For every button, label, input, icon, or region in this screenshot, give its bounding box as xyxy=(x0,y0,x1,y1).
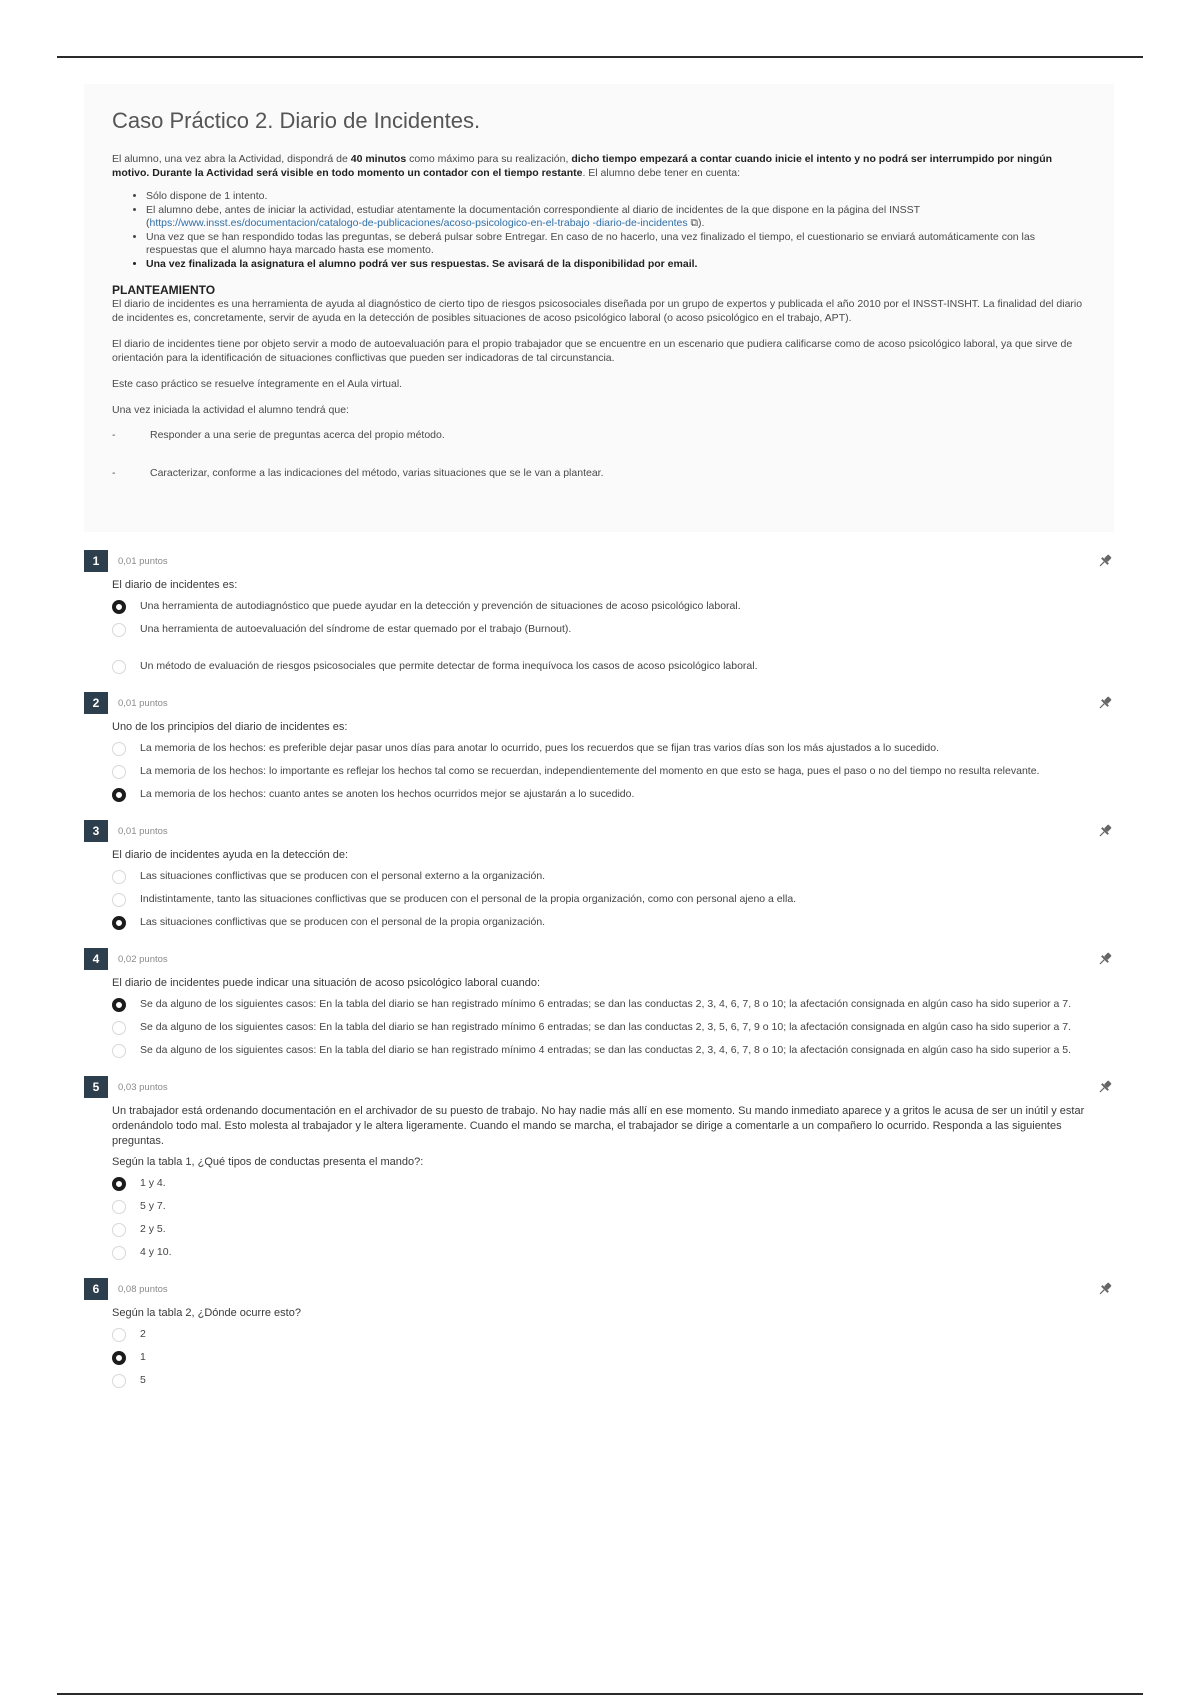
rules-list xyxy=(112,190,1086,271)
radio-icon[interactable] xyxy=(112,1246,126,1260)
answer-label: Indistintamente, tanto las situaciones conflictivas que se producen con el personal de la propia organización, como con personal ajeno a ella. xyxy=(140,893,797,905)
question-text: Según la tabla 2, ¿Dónde ocurre esto? xyxy=(112,1307,301,1319)
radio-icon[interactable] xyxy=(112,1200,126,1214)
pin-icon[interactable] xyxy=(1096,822,1114,840)
question-text: El diario de incidentes ayuda en la detección de: xyxy=(112,849,349,861)
answer-option[interactable] xyxy=(112,1176,1114,1191)
rule-item: • El alumno debe, antes de iniciar la actividad, estudiar atentamente la documentación correspondiente al diario de incidentes de la que dispone en la página del INSST (https://www.insst.es/documentacion/catalogo-de-publicaciones/acoso-psicologico-en-el-trabajo -diario-de-incidentes ⧉). xyxy=(146,204,1086,230)
answer-label: 2 xyxy=(140,1328,146,1340)
question-text: El diario de incidentes es: xyxy=(112,579,238,591)
answer-label: La memoria de los hechos: cuanto antes se anoten los hechos ocurridos mejor se ajustarán a lo sucedido. xyxy=(140,788,635,800)
answer-label: 5 xyxy=(140,1374,146,1386)
answer-label: 2 y 5. xyxy=(140,1223,166,1235)
answer-label: Una herramienta de autodiagnóstico que puede ayudar en la detección y prevención de situaciones de acoso psicológico laboral. xyxy=(140,600,741,612)
question-points: 0,03 puntos xyxy=(118,1081,168,1093)
answer-option[interactable] xyxy=(112,764,1114,779)
question-5 xyxy=(84,1076,1114,1260)
external-link-icon: ⧉ xyxy=(690,217,699,229)
question-subtext: Según la tabla 1, ¿Qué tipos de conductas presenta el mando?: xyxy=(112,1156,424,1168)
answer-option[interactable] xyxy=(112,1222,1114,1237)
answer-label: Se da alguno de los siguientes casos: En la tabla del diario se han registrado mínimo 4 entradas; se dan las conductas 2, 3, 4, 6, 7, 8 o 10; la afectación consignada en algún caso ha sido superior a 5. xyxy=(140,1044,1072,1056)
answer-label: Una herramienta de autoevaluación del síndrome de estar quemado por el trabajo (Burnout). xyxy=(140,623,572,635)
instructions-panel xyxy=(84,84,1114,532)
rule-item: • Una vez finalizada la asignatura el alumno podrá ver sus respuestas. Se avisará de la disponibilidad por email. xyxy=(146,258,1086,271)
top-divider xyxy=(57,56,1143,58)
question-header xyxy=(84,948,1114,970)
radio-icon[interactable] xyxy=(112,765,126,779)
rule-item: • Una vez que se han respondido todas las preguntas, se deberá pulsar sobre Entregar. En caso de no hacerlo, una vez finalizado el tiempo, el cuestionario se enviará automáticamente con las respuestas que el alumno haya marcado hasta ese momento. xyxy=(146,231,1086,257)
radio-icon[interactable] xyxy=(112,742,126,756)
question-header xyxy=(84,1278,1114,1300)
radio-icon[interactable] xyxy=(112,600,126,614)
answer-label: La memoria de los hechos: es preferible dejar pasar unos días para anotar lo ocurrido, pues los recuerdos que se fijan tras varios días son los más ajustados a lo sucedido. xyxy=(140,742,940,754)
question-number: 5 xyxy=(84,1076,108,1098)
answer-option[interactable] xyxy=(112,1373,1114,1388)
answer-label: Se da alguno de los siguientes casos: En la tabla del diario se han registrado mínimo 6 entradas; se dan las conductas 2, 3, 5, 6, 7, 9 o 10; la afectación consignada en algún caso ha sido superior a 7. xyxy=(140,1021,1072,1033)
question-6 xyxy=(84,1278,1114,1388)
rule-item: • Sólo dispone de 1 intento. xyxy=(146,190,1086,203)
question-number: 1 xyxy=(84,550,108,572)
answer-option[interactable] xyxy=(112,599,1114,614)
pin-icon[interactable] xyxy=(1096,1078,1114,1096)
dash-item: - Caracterizar, conforme a las indicaciones del método, varias situaciones que se le van a plantear. xyxy=(112,467,604,479)
radio-icon[interactable] xyxy=(112,893,126,907)
answer-label: 1 xyxy=(140,1351,146,1363)
radio-icon[interactable] xyxy=(112,788,126,802)
radio-icon[interactable] xyxy=(112,1177,126,1191)
answer-label: Las situaciones conflictivas que se producen con el personal de la propia organización. xyxy=(140,916,546,928)
answer-option[interactable] xyxy=(112,622,1114,637)
answer-option[interactable] xyxy=(112,741,1114,756)
answer-option[interactable] xyxy=(112,1350,1114,1365)
question-4 xyxy=(84,948,1114,1058)
question-text: Un trabajador está ordenando documentación en el archivador de su puesto de trabajo. No hay nadie más allí en ese momento. Su mando inmediato aparece y a gritos le acusa de ser un inútil y estar ordenándolo todo mal. Esto molesta al trabajador y le altera ligeramente. Cuando el mando se marcha, el trabajador se dirige a comentarle a un compañero lo ocurrido. Responda a las siguientes preguntas. xyxy=(112,1105,1085,1147)
paragraph: El diario de incidentes tiene por objeto servir a modo de autoevaluación para el propio trabajador que se encuentre en un escenario que pudiera calificarse como de acoso psicológico laboral, ya que sirve de orientación para la identificación de situaciones conflictivas que pueden ser indicadoras de tal circunstancia. xyxy=(112,338,1073,364)
intro-text: El alumno, una vez abra la Actividad, dispondrá de 40 minutos como máximo para su realización, dicho tiempo empezará a contar cuando inicie el intento y no podrá ser interrumpido por ningún motivo. Durante la Actividad será visible en todo momento un contador con el tiempo restante. El alumno debe tener en cuenta: xyxy=(112,153,1053,179)
question-number: 6 xyxy=(84,1278,108,1300)
answer-label: 1 y 4. xyxy=(140,1177,166,1189)
quiz-content xyxy=(84,84,1114,1684)
answer-label: La memoria de los hechos: lo importante es reflejar los hechos tal como se recuerdan, independientemente del momento en que esto se haga, pues el paso o no del tiempo no resulta relevante. xyxy=(140,765,1040,777)
paragraph: Una vez iniciada la actividad el alumno tendrá que: xyxy=(112,404,349,416)
question-points: 0,01 puntos xyxy=(118,555,168,567)
question-points: 0,02 puntos xyxy=(118,953,168,965)
radio-icon[interactable] xyxy=(112,1374,126,1388)
radio-icon[interactable] xyxy=(112,1328,126,1342)
radio-icon[interactable] xyxy=(112,623,126,637)
answer-option[interactable] xyxy=(112,997,1114,1012)
answer-option[interactable] xyxy=(112,892,1114,907)
section-heading: PLANTEAMIENTO xyxy=(112,283,216,297)
question-1 xyxy=(84,550,1114,674)
question-header xyxy=(84,550,1114,572)
answer-option[interactable] xyxy=(112,1199,1114,1214)
question-number: 3 xyxy=(84,820,108,842)
answer-label: 4 y 10. xyxy=(140,1246,172,1258)
radio-icon[interactable] xyxy=(112,1351,126,1365)
answer-label: Las situaciones conflictivas que se producen con el personal externo a la organización. xyxy=(140,870,546,882)
question-points: 0,01 puntos xyxy=(118,697,168,709)
answer-label: Un método de evaluación de riesgos psicosociales que permite detectar de forma inequívoca los casos de acoso psicológico laboral. xyxy=(140,660,758,672)
answer-option[interactable] xyxy=(112,787,1114,802)
answer-label: 5 y 7. xyxy=(140,1200,166,1212)
question-2 xyxy=(84,692,1114,802)
answer-option[interactable] xyxy=(112,915,1114,930)
question-header xyxy=(84,692,1114,714)
insst-link[interactable]: https://www.insst.es/documentacion/catalogo-de-publicaciones/acoso-psicologico-en-el-trabajo -diario-de-incidentes xyxy=(149,217,688,229)
paragraph: El diario de incidentes es una herramienta de ayuda al diagnóstico de cierto tipo de riesgos psicosociales diseñada por un grupo de expertos y publicada el año 2010 por el INSST-INSHT. La finalidad del diario de incidentes es, concretamente, servir de ayuda en la detección de posibles situaciones de acoso psicológico laboral (o acoso psicológico en el trabajo, APT). xyxy=(112,298,1083,324)
answer-option[interactable] xyxy=(112,1020,1114,1035)
question-number: 2 xyxy=(84,692,108,714)
answer-option[interactable] xyxy=(112,659,1114,674)
pin-icon[interactable] xyxy=(1096,694,1114,712)
question-text: El diario de incidentes puede indicar una situación de acoso psicológico laboral cuando: xyxy=(112,977,541,989)
bottom-divider xyxy=(57,1693,1143,1695)
question-points: 0,08 puntos xyxy=(118,1283,168,1295)
paragraph: Este caso práctico se resuelve íntegramente en el Aula virtual. xyxy=(112,378,403,390)
radio-icon[interactable] xyxy=(112,1223,126,1237)
page-title: Caso Práctico 2. Diario de Incidentes. xyxy=(112,108,481,133)
radio-icon[interactable] xyxy=(112,998,126,1012)
radio-icon[interactable] xyxy=(112,870,126,884)
question-3 xyxy=(84,820,1114,930)
dash-item: - Responder a una serie de preguntas acerca del propio método. xyxy=(112,429,445,441)
question-number: 4 xyxy=(84,948,108,970)
pin-icon[interactable] xyxy=(1096,1280,1114,1298)
answer-option[interactable] xyxy=(112,1245,1114,1260)
pin-icon[interactable] xyxy=(1096,552,1114,570)
question-text: Uno de los principios del diario de incidentes es: xyxy=(112,721,348,733)
question-header xyxy=(84,820,1114,842)
pin-icon[interactable] xyxy=(1096,950,1114,968)
radio-icon[interactable] xyxy=(112,1044,126,1058)
radio-icon[interactable] xyxy=(112,916,126,930)
radio-icon[interactable] xyxy=(112,660,126,674)
answer-option[interactable] xyxy=(112,869,1114,884)
questions-list xyxy=(84,550,1114,1388)
question-points: 0,01 puntos xyxy=(118,825,168,837)
answer-label: Se da alguno de los siguientes casos: En la tabla del diario se han registrado mínimo 6 entradas; se dan las conductas 2, 3, 4, 6, 7, 8 o 10; la afectación consignada en algún caso ha sido superior a 7. xyxy=(140,998,1072,1010)
question-header xyxy=(84,1076,1114,1098)
answer-option[interactable] xyxy=(112,1327,1114,1342)
radio-icon[interactable] xyxy=(112,1021,126,1035)
answer-option[interactable] xyxy=(112,1043,1114,1058)
